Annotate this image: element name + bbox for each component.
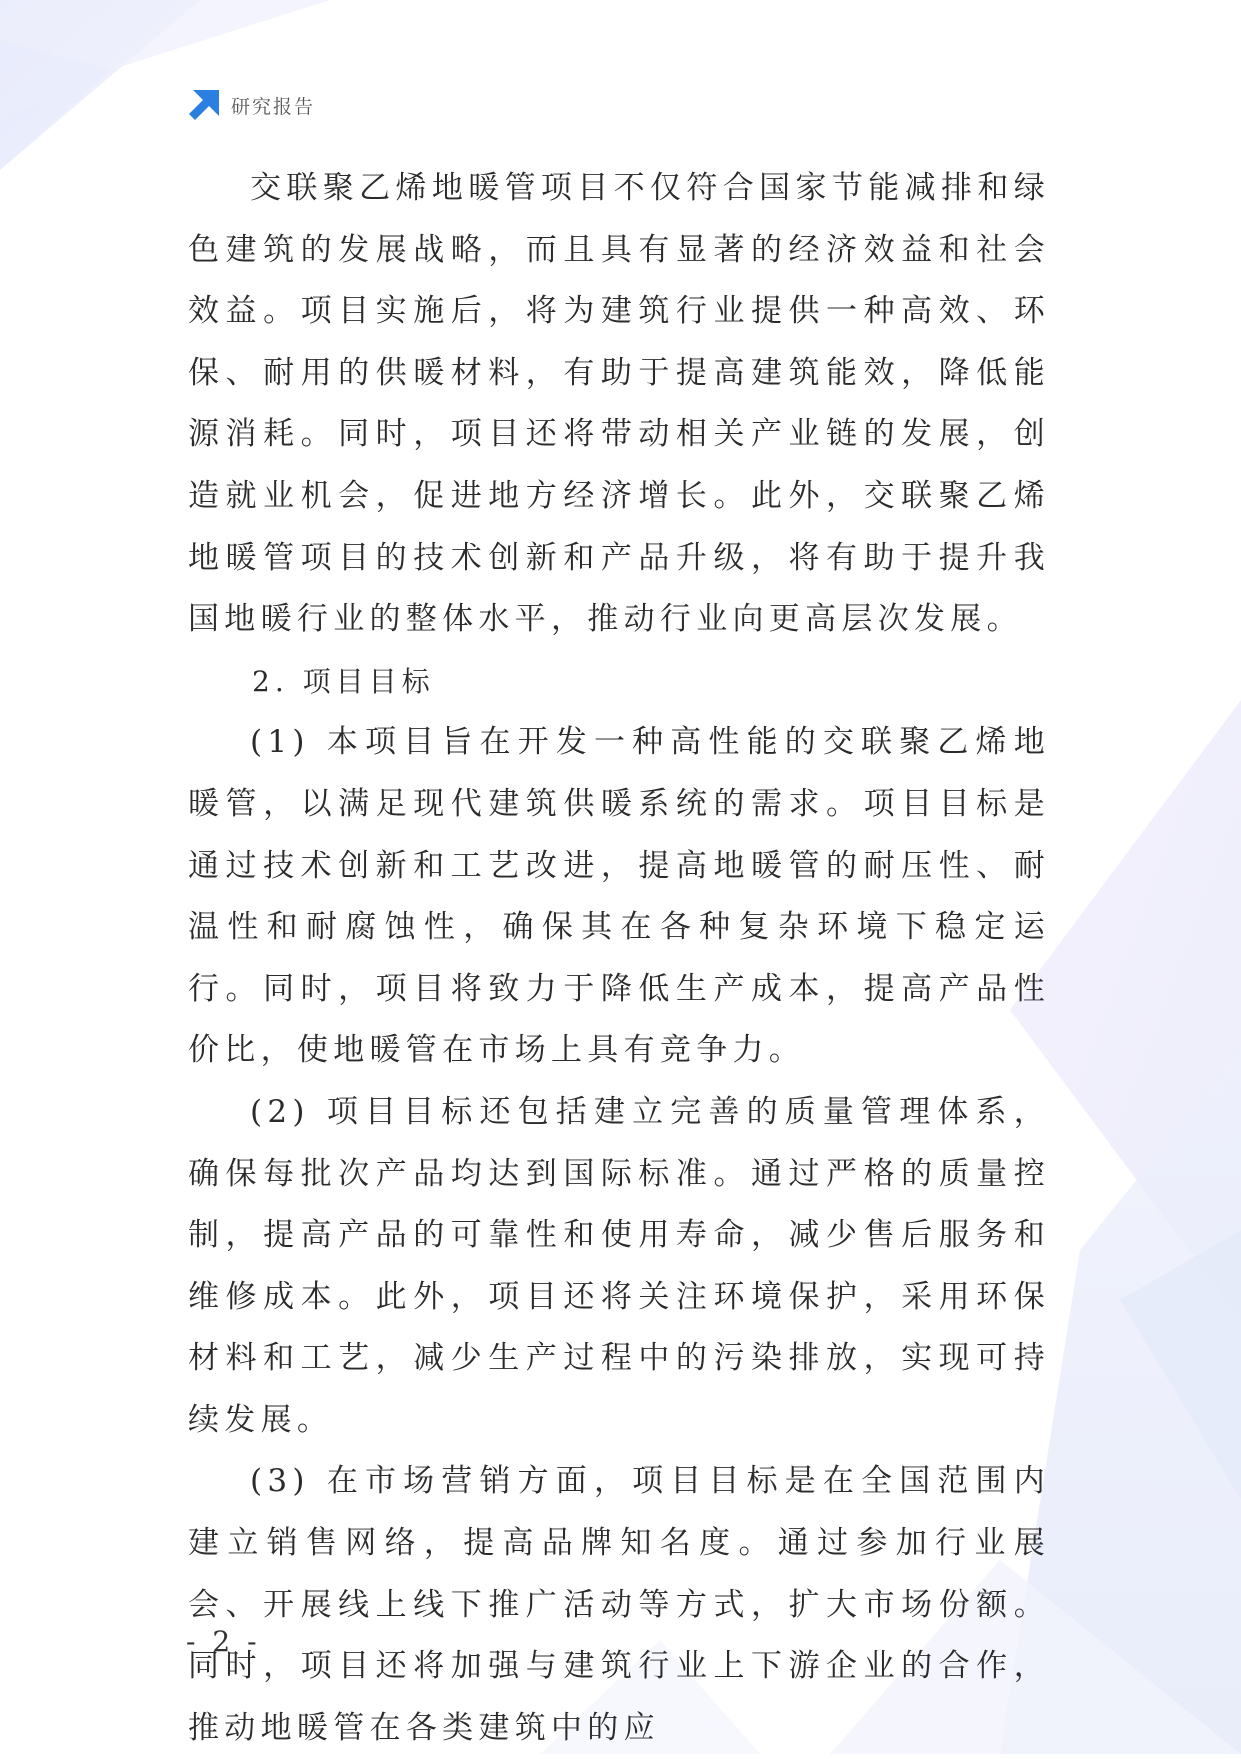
paragraph-project-significance: 交联聚乙烯地暖管项目不仅符合国家节能减排和绿色建筑的发展战略，而且具有显著的经济效益和社会效益。项目实施后，将为建筑行业提供一种高效、环保、耐用的供暖材料，有助于提高建筑能效，降低能源消耗。同时，项目还将带动相关产业链的发展，创造就业机会，促进地方经济增长。此外，交联聚乙烯地暖管项目的技术创新和产品升级，将有助于提升我国地暖行业的整体水平，推动行业向更高层次发展。 — [188, 170, 1050, 638]
paragraph-goal-1: (1) 本项目旨在开发一种高性能的交联聚乙烯地暖管，以满足现代建筑供暖系统的需求。项目目标是通过技术创新和工艺改进，提高地暖管的耐压性、耐温性和耐腐蚀性，确保其在各种复杂环境下稳定运行。同时，项目将致力于降低生产成本，提高产品性价比，使地暖管在市场上具有竞争力。 — [188, 724, 1050, 1069]
header-title: 研究报告 — [231, 95, 316, 118]
page-number: - 2 - — [186, 1625, 261, 1658]
section-heading-project-goals: 2. 项目目标 — [252, 664, 435, 698]
arrow-up-right-logo-icon — [187, 88, 221, 122]
paragraph-goal-3: (3) 在市场营销方面，项目目标是在全国范围内建立销售网络，提高品牌知名度。通过参加行业展会、开展线上线下推广活动等方式，扩大市场份额。同时，项目还将加强与建筑行业上下游企业的合作，推动地暖管在各类建筑中的应 — [188, 1463, 1050, 1746]
report-header — [187, 88, 315, 122]
paragraph-goal-2: (2) 项目目标还包括建立完善的质量管理体系，确保每批次产品均达到国际标准。通过严格的质量控制，提高产品的可靠性和使用寿命，减少售后服务和维修成本。此外，项目还将关注环境保护，采用环保材料和工艺，减少生产过程中的污染排放，实现可持续发展。 — [188, 1093, 1050, 1438]
document-body — [188, 158, 1050, 1759]
